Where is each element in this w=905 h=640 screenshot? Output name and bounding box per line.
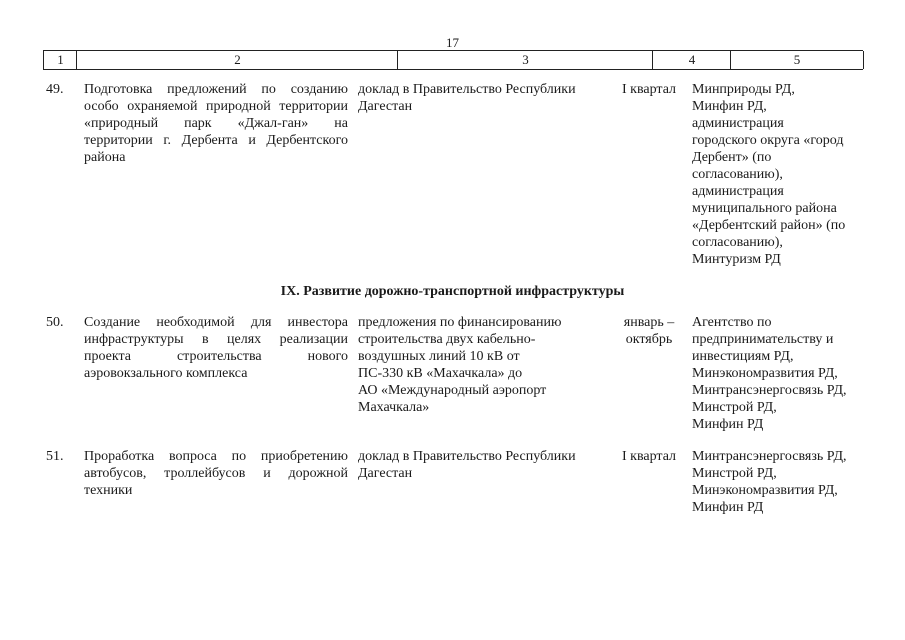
term-text	[612, 448, 686, 465]
executor-line: Минэкономразвития РД,	[692, 483, 838, 498]
result-line: Дагестан	[358, 466, 413, 481]
executor-line: Минэкономразвития РД,	[692, 366, 838, 381]
term-line: I квартал	[621, 449, 677, 464]
executor-line: Минфин РД	[692, 417, 764, 432]
executor-line: «Дербентский район» (по	[692, 218, 846, 233]
row-number: 49.	[46, 82, 64, 97]
result-text	[358, 81, 603, 115]
executor-line: Минстрой РД,	[692, 400, 777, 415]
executor-line: администрация	[692, 116, 784, 131]
executor-line: городского округа «город	[692, 133, 844, 148]
page-number: 17	[446, 35, 459, 50]
result-line: доклад в Правительство Республики	[358, 449, 576, 464]
result-line: доклад в Правительство Республики	[358, 82, 576, 97]
header-col-2: 2	[76, 51, 398, 69]
result-line: воздушных линий 10 кВ от	[358, 349, 520, 364]
term-line: I квартал	[621, 82, 677, 97]
header-col-3: 3	[397, 51, 653, 69]
row-number: 50.	[46, 315, 64, 330]
task-text: Проработка вопроса по приобретению автобусов, троллейбусов и дорожной техники	[84, 449, 348, 498]
executor-line: предпринимательству и	[692, 332, 834, 347]
header-col-1: 1	[43, 51, 77, 69]
task-text: Подготовка предложений по созданию особо охраняемой природной территории «природный парк «Джал-ган» на территории г. Дербента и Дербентского района	[84, 82, 348, 165]
result-text	[358, 448, 603, 482]
executor-line: Минфин РД,	[692, 99, 767, 114]
table-header	[43, 50, 863, 70]
executor-text	[692, 81, 872, 268]
result-line: Дагестан	[358, 99, 413, 114]
header-col-4: 4	[652, 51, 731, 69]
result-text	[358, 314, 603, 416]
executor-line: согласованию),	[692, 235, 783, 250]
executor-line: Дербент» (по	[692, 150, 772, 165]
section-title: IX. Развитие дорожно-транспортной инфраструктуры	[280, 284, 625, 299]
executor-line: Минстрой РД,	[692, 466, 777, 481]
executor-line: Минтрансэнергосвязь РД,	[692, 449, 847, 464]
result-line: ПС-330 кВ «Махачкала» до	[358, 366, 523, 381]
term-text	[612, 81, 686, 98]
term-text	[612, 314, 686, 348]
executor-text	[692, 448, 872, 516]
task-text: Создание необходимой для инвестора инфраструктуры в целях реализации проекта строительства нового аэровокзального комплекса	[84, 315, 348, 381]
executor-line: инвестициям РД,	[692, 349, 794, 364]
executor-line: муниципального района	[692, 201, 837, 216]
term-line: январь –	[623, 315, 675, 330]
result-line: Махачкала»	[358, 400, 430, 415]
header-col-5: 5	[730, 51, 864, 69]
executor-text	[692, 314, 872, 433]
term-line: октябрь	[625, 332, 673, 347]
executor-line: Минтрансэнергосвязь РД,	[692, 383, 847, 398]
result-line: предложения по финансированию	[358, 315, 562, 330]
executor-line: Минтуризм РД	[692, 252, 781, 267]
result-line: АО «Международный аэропорт	[358, 383, 547, 398]
executor-line: администрация	[692, 184, 784, 199]
executor-line: Агентство по	[692, 315, 772, 330]
executor-line: Минприроды РД,	[692, 82, 795, 97]
executor-line: согласованию),	[692, 167, 783, 182]
executor-line: Минфин РД	[692, 500, 764, 515]
result-line: строительства двух кабельно-	[358, 332, 536, 347]
row-number: 51.	[46, 449, 64, 464]
